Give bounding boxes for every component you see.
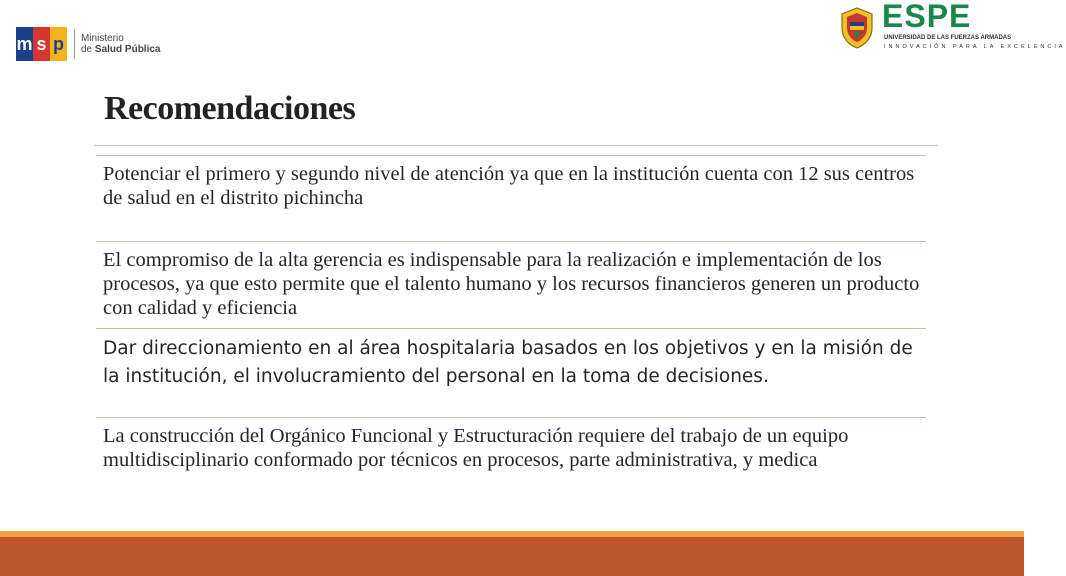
list-item <box>96 328 926 391</box>
espe-logo <box>838 0 1066 52</box>
espe-crest-icon <box>838 6 876 50</box>
espe-wordmark: ESPE <box>882 0 972 34</box>
list-item-text: Dar direccionamiento en al área hospitalaria basados en los objetivos y en la misión de la institución, el involucramiento del personal en la toma de decisiones. <box>103 338 913 387</box>
list-item <box>96 241 926 320</box>
msp-line2: de Salud Pública <box>81 44 161 55</box>
title-divider <box>94 145 938 146</box>
msp-logo <box>16 24 160 64</box>
slide-title: Recomendaciones <box>104 90 356 127</box>
list-item-text: Potenciar el primero y segundo nivel de atención ya que en la institución cuenta con 12 sus centros de salud en el distrito pichincha <box>103 163 915 209</box>
list-item-text: El compromiso de la alta gerencia es indispensable para la realización e implementación de los procesos, ya que esto permite que el talento humano y los recursos financieros generen un producto con calidad y eficiencia <box>103 249 920 319</box>
msp-mark-icon: m s p <box>16 27 67 61</box>
footer-bar <box>0 537 1024 576</box>
list-item-text: La construcción del Orgánico Funcional y Estructuración requiere del trabajo de un equipo multidisciplinario conformado por técnicos en procesos, parte administrativa, y medica <box>103 425 849 471</box>
msp-line1: Ministerio <box>81 33 124 44</box>
msp-separator <box>74 29 75 59</box>
list-item <box>96 417 926 472</box>
msp-logo-text <box>81 33 160 55</box>
list-item <box>96 155 926 210</box>
espe-tagline: INNOVACIÓN PARA LA EXCELENCIA <box>884 44 1066 50</box>
espe-subtitle: UNIVERSIDAD DE LAS FUERZAS ARMADAS <box>884 35 1012 41</box>
